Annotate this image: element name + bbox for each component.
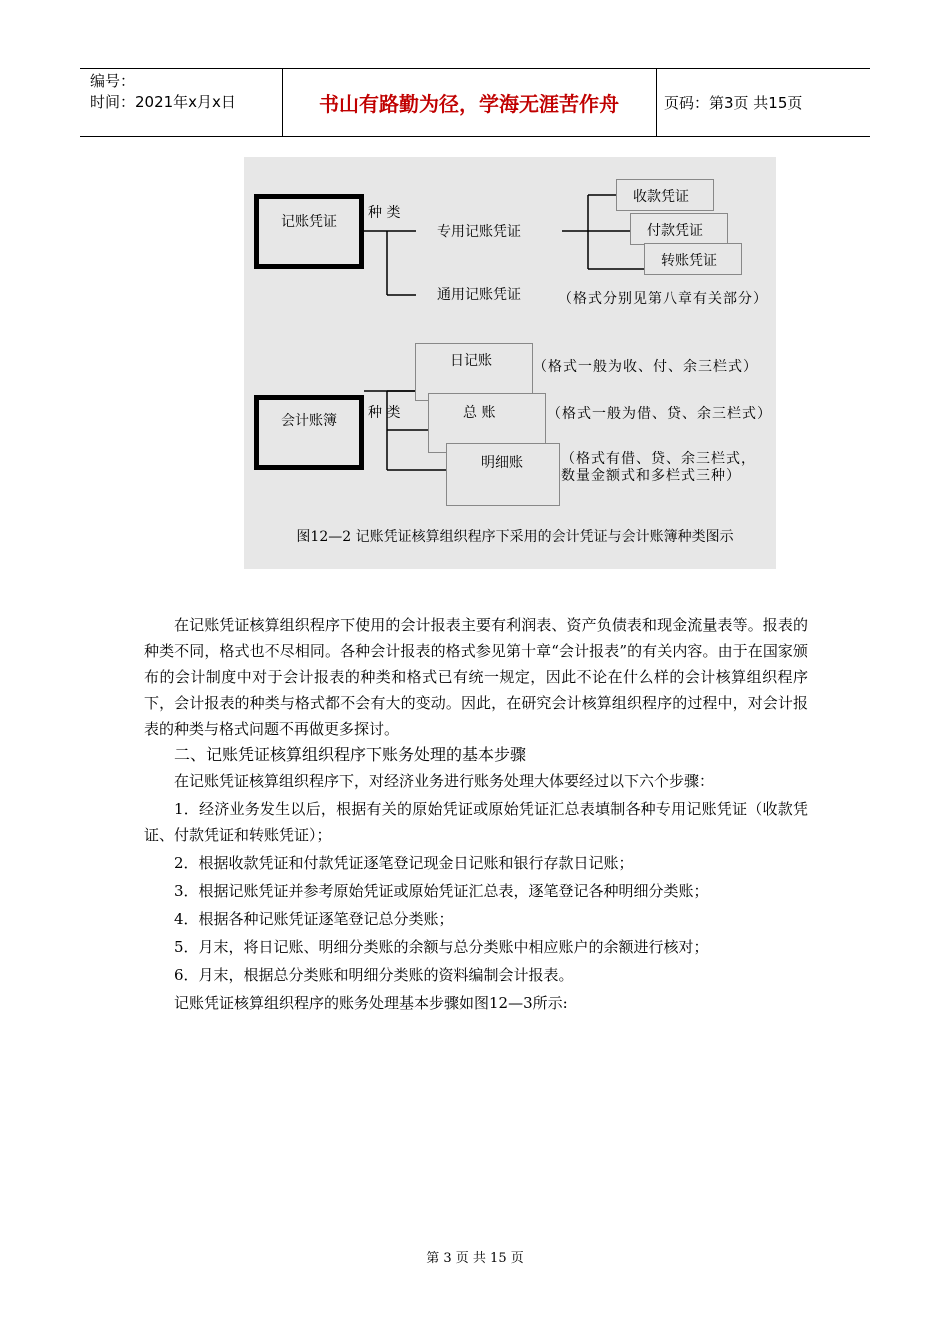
figure-caption: 图12—2 记账凭证核算组织程序下采用的会计凭证与会计账簿种类图示 [296,529,734,545]
node-special-voucher: 专用记账凭证 [437,224,521,240]
header-number: 编号： [90,72,136,90]
label-voucher-kind: 种 类 [368,205,401,221]
node-receipt-voucher: 收款凭证 [616,179,714,211]
header-motto: 书山有路勤为径，学海无涯苦作舟 [319,92,619,116]
header-divider [656,69,657,136]
header-time: 时间：2021年x月x日 [90,93,236,111]
body-text [144,612,808,1016]
step-item: 4．根据各种记账凭证逐笔登记总分类账； [174,910,454,928]
node-voucher-root: 记账凭证 [254,194,364,269]
paragraph: 在记账凭证核算组织程序下，对经济业务进行账务处理大体要经过以下六个步骤： [174,772,715,790]
page-header [80,68,870,137]
page-footer: 第 3 页 共 15 页 [426,1251,524,1266]
step-item: 3．根据记账凭证并参考原始凭证或原始凭证汇总表，逐笔登记各种明细分类账； [174,882,709,900]
node-payment-voucher: 付款凭证 [630,213,728,245]
node-ledger-root: 会计账簿 [254,395,364,470]
section-heading: 二、记账凭证核算组织程序下账务处理的基本步骤 [174,745,527,764]
node-general-ledger: 总 账 [428,393,546,453]
step-item: 1．经济业务发生以后，根据有关的原始凭证或原始凭证汇总表填制各种专用记账凭证（收款凭证、付款凭证和转账凭证）； [144,800,808,844]
node-transfer-voucher: 转账凭证 [644,243,742,275]
node-general-voucher: 通用记账凭证 [437,287,521,303]
header-page-number: 页码：第3页 共15页 [664,94,803,112]
paragraph: 记账凭证核算组织程序的账务处理基本步骤如图12—3所示: [174,994,568,1012]
step-item: 6．月末，根据总分类账和明细分类账的资料编制会计报表。 [174,966,574,984]
step-item: 2．根据收款凭证和付款凭证逐笔登记现金日记账和银行存款日记账； [174,854,634,872]
note-subsidiary-ledger-format: （格式有借、贷、余三栏式，数量金额式和多栏式三种） [561,451,756,484]
node-subsidiary-ledger: 明细账 [446,443,560,506]
note-general-ledger-format: （格式一般为借、贷、余三栏式） [547,406,772,422]
header-meta [90,71,236,113]
note-journal-format: （格式一般为收、付、余三栏式） [533,359,758,375]
note-voucher-format: （格式分别见第八章有关部分） [558,291,768,307]
node-journal: 日记账 [415,343,533,401]
step-item: 5．月末，将日记账、明细分类账的余额与总分类账中相应账户的余额进行核对； [174,938,709,956]
label-ledger-kind: 种 类 [368,405,401,421]
paragraph: 在记账凭证核算组织程序下使用的会计报表主要有利润表、资产负债表和现金流量表等。报表的种类不同，格式也不尽相同。各种会计报表的格式参见第十章“会计报表”的有关内容。由于在国家颁布的会计制度中对于会计报表的种类和格式已有统一规定，因此不论在什么样的会计核算组织程序下，会计报表的种类与格式都不会有大的变动。因此，在研究会计核算组织程序的过程中，对会计报表的种类与格式问题不再做更多探讨。 [144,616,808,738]
figure-diagram [244,157,776,569]
